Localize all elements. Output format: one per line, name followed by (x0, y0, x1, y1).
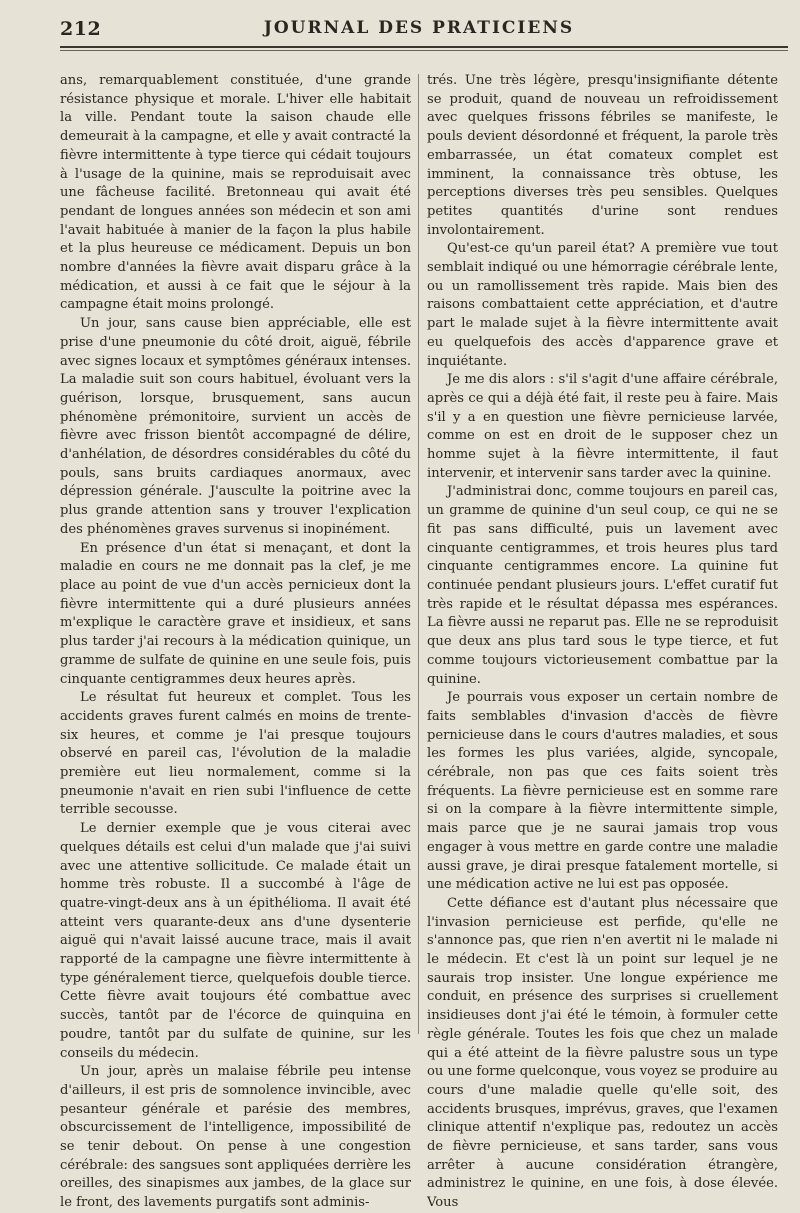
paragraph: Je pourrais vous exposer un certain nombre de faits semblables d'invasion d'accès de fièvre pernicieuse dans le cours d'autres maladies, et sous les formes les plus variées, algide, syncopale, cérébrale, non pas que ces faits soient très fréquents. La fièvre pernicieuse est en somme rare si on la compare à la fièvre intermittente simple, mais parce que je ne saurai jamais trop vous engager à vous mettre en garde contre une maladie aussi grave, je dirai presque fatalement mortelle, si une médication active ne lui est pas opposée. (427, 690, 778, 893)
paragraph: ans, remarquablement constituée, d'une grande résistance physique et morale. L'hiver elle habitait la ville. Pendant toute la saison chaude elle demeurait à la campagne, et elle y avait contracté la fièvre intermittente à type tierce qui cédait toujours à l'usage de la quinine, mais se reproduisait avec une fâcheuse facilité. Bretonneau qui avait été pendant de longues années son médecin et son ami l'avait habituée à manier de la façon la plus habile et la plus heureuse ce médicament. Depuis un bon nombre d'années la fièvre avait disparu grâce à la médication, et aussi à ce fait que le séjour à la campagne était moins prolongé. (60, 73, 411, 313)
paragraph: J'administrai donc, comme toujours en pareil cas, un gramme de quinine d'un seul coup, ce qui ne se fit pas sans difficulté, puis un lavement avec cinquante centigrammes, et trois heures plus tard cinquante centigrammes encore. La quinine fut continuée pendant plusieurs jours. L'effet curatif fut très rapide et le résultat dépassa mes espérances. La fièvre aussi ne reparut pas. Elle ne se reproduisit que deux ans plus tard sous le type tierce, et fut comme toujours victorieusement combattue par la quinine. (427, 484, 778, 687)
paragraph: En présence d'un état si menaçant, et dont la maladie en cours ne me donnait pas la clef, je me place au point de vue d'un accès pernicieux dont la fièvre intermittente qui a duré plusieurs années m'explique le caractère grave et insidieux, et sans plus tarder j'ai recours à la médication quinique, un gramme de sulfate de quinine en une seule fois, puis cinquante centigrammes deux heures après. (60, 540, 411, 687)
column-divider (418, 74, 419, 1034)
paragraph: Cette défiance est d'autant plus nécessaire que l'invasion pernicieuse est perfide, qu'elle ne s'annonce pas, que rien n'en avertit ni le malade ni le médecin. Et c'est là un point sur lequel je ne saurais trop insister. Une longue expérience me conduit, en présence des surprises si cruellement insidieuses dont j'ai été le témoin, à formuler cette règle générale. Toutes les fois que chez un malade qui a été atteint de la fièvre palustre sous un type ou une forme quelconque, vous voyez se produire au cours d'une maladie quelle qu'elle soit, des accidents brusques, imprévus, graves, que l'examen clinique attentif n'explique pas, redoutez un accès de fièvre pernicieuse, et sans tarder, sans vous arrêter à aucune considération étrangère, administrez le quinine, en une fois, à dose élevée. Vous (427, 895, 778, 1211)
paragraph: Le résultat fut heureux et complet. Tous les accidents graves furent calmés en moins de trente-six heures, et comme je l'ai presque toujours observé en pareil cas, l'évolution de la maladie première eut lieu normalement, comme si la pneumonie n'avait en rien subi l'influence de cette terrible secousse. (60, 690, 411, 818)
paragraph: Le dernier exemple que je vous citerai avec quelques détails est celui d'un malade que j'ai suivi avec une attentive sollicitude. Ce malade était un homme très robuste. Il a succombé à l'âge de quatre-vingt-deux ans à un épithélioma. Il avait été atteint vers quarante-deux ans d'une dysenterie aiguë qui n'avait laissé aucune trace, mais il avait rapporté de la campagne une fièvre intermittente à type généralement tierce, quelquefois double tierce. Cette fièvre avait toujours été combattue avec succès, tantôt par de l'écorce de quinquina en poudre, tantôt par du sulfate de quinine, sur les conseils du médecin. (60, 821, 411, 1061)
paragraph: trés. Une très légère, presqu'insignifiante détente se produit, quand de nouveau un refroidissement avec quelques frissons fébriles se manifeste, le pouls devient désordonné et fréquent, la parole très embarrassée, un état comateux complet est imminent, la connaissance très obtuse, les perceptions diverses très peu sensibles. Quelques petites quantités d'urine sont rendues involontairement. (427, 73, 778, 238)
left-column (60, 72, 411, 1213)
header-rule-thin (60, 50, 788, 51)
paragraph: Qu'est-ce qu'un pareil état? A première vue tout semblait indiqué ou une hémorragie cérébrale lente, ou un ramollissement très rapide. Mais bien des raisons combattaient cette appréciation, et d'autre part le malade sujet à la fièvre intermittente avait eu quelquefois des accès d'apparence grave et inquiétante. (427, 241, 778, 369)
paragraph: Un jour, sans cause bien appréciable, elle est prise d'une pneumonie du côté droit, aiguë, fébrile avec signes locaux et symptômes généraux intenses. La maladie suit son cours habituel, évoluant vers la guérison, lorsque, brusquement, sans aucun phénomène prémonitoire, survient un accès de fièvre avec frisson bientôt accompagné de délire, d'anhélation, de désordres considérables du côté du pouls, sans bruits cardiaques anormaux, avec dépression générale. J'ausculte la poitrine avec la plus grande attention sans y trouver l'explication des phénomènes graves survenus si inopinément. (60, 316, 411, 537)
right-column (427, 72, 778, 1213)
journal-title: JOURNAL DES PRATICIENS (263, 18, 575, 38)
header-rule (60, 46, 788, 48)
paragraph: Je me dis alors : s'il s'agit d'une affaire cérébrale, après ce qui a déjà été fait, il reste peu à faire. Mais s'il y a en question une fièvre pernicieuse larvée, comme on est en droit de le supposer chez un homme sujet à la fièvre intermittente, il faut intervenir, et intervenir sans tarder avec la quinine. (427, 372, 778, 481)
page-number: 212 (60, 18, 102, 40)
page-header (60, 18, 778, 44)
paragraph: Un jour, après un malaise fébrile peu intense d'ailleurs, il est pris de somnolence invincible, avec pesanteur générale et parésie des membres, obscurcissement de l'intelligence, impossibilité de se tenir debout. On pense à une congestion cérébrale: des sangsues sont appliquées derrière les oreilles, des sinapismes aux jambes, de la glace sur le front, des lavements purgatifs sont adminis- (60, 1064, 411, 1211)
